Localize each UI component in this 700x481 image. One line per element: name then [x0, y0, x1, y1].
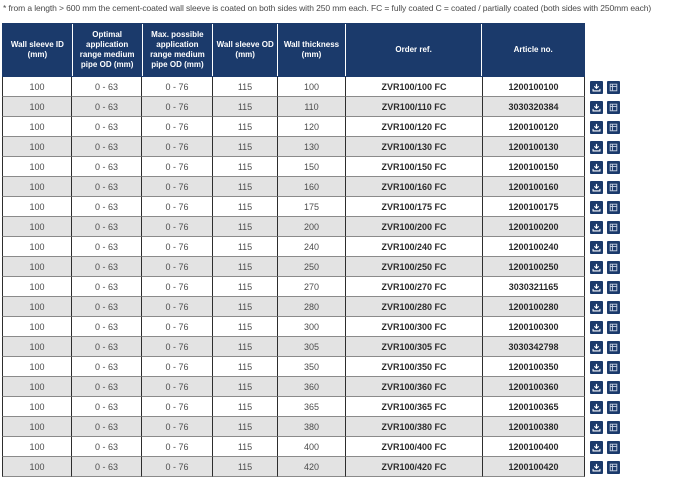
- product-table: [2, 23, 700, 477]
- col-header-wall-sleeve-od: Wall sleeve OD (mm): [213, 24, 278, 76]
- row-actions: [590, 377, 624, 397]
- cell-wall-thickness: 365: [278, 397, 346, 417]
- cell-max-range: 0 - 76: [142, 217, 213, 237]
- cell-max-range: 0 - 76: [142, 417, 213, 437]
- cell-order-ref: ZVR100/305 FC: [346, 337, 483, 357]
- cell-wall-sleeve-id: 100: [2, 257, 72, 277]
- cell-optimal-range: 0 - 63: [72, 137, 142, 157]
- download-icon[interactable]: [590, 361, 603, 374]
- cell-optimal-range: 0 - 63: [72, 277, 142, 297]
- row-actions: [590, 317, 624, 337]
- cell-optimal-range: 0 - 63: [72, 297, 142, 317]
- table-row: [2, 337, 700, 357]
- cell-order-ref: ZVR100/270 FC: [346, 277, 483, 297]
- table-row: [2, 97, 700, 117]
- cell-max-range: 0 - 76: [142, 337, 213, 357]
- table-row: [2, 197, 700, 217]
- download-icon[interactable]: [590, 441, 603, 454]
- cell-wall-thickness: 300: [278, 317, 346, 337]
- table-row: [2, 177, 700, 197]
- cell-max-range: 0 - 76: [142, 157, 213, 177]
- table-row: [2, 237, 700, 257]
- cell-article-no: 1200100400: [483, 437, 585, 457]
- row-actions: [590, 337, 624, 357]
- cell-max-range: 0 - 76: [142, 437, 213, 457]
- cell-order-ref: ZVR100/130 FC: [346, 137, 483, 157]
- cell-wall-thickness: 420: [278, 457, 346, 477]
- cell-wall-sleeve-id: 100: [2, 77, 72, 97]
- cell-order-ref: ZVR100/110 FC: [346, 97, 483, 117]
- cell-wall-sleeve-od: 115: [213, 237, 278, 257]
- cell-wall-sleeve-id: 100: [2, 157, 72, 177]
- cell-wall-thickness: 400: [278, 437, 346, 457]
- table-body: [2, 77, 700, 477]
- cell-article-no: 1200100240: [483, 237, 585, 257]
- row-actions: [590, 437, 624, 457]
- cell-max-range: 0 - 76: [142, 297, 213, 317]
- table-row: [2, 77, 700, 97]
- cell-optimal-range: 0 - 63: [72, 317, 142, 337]
- row-actions: [590, 217, 624, 237]
- cell-optimal-range: 0 - 63: [72, 337, 142, 357]
- cell-max-range: 0 - 76: [142, 197, 213, 217]
- col-header-optimal-range: Optimal application range medium pipe OD (mm): [73, 24, 143, 76]
- col-header-max-range: Max. possible application range medium pipe OD (mm): [143, 24, 214, 76]
- cell-order-ref: ZVR100/250 FC: [346, 257, 483, 277]
- cell-article-no: 1200100150: [483, 157, 585, 177]
- cell-wall-sleeve-od: 115: [213, 77, 278, 97]
- cell-article-no: 1200100200: [483, 217, 585, 237]
- table-icon[interactable]: [607, 401, 620, 414]
- cell-wall-sleeve-id: 100: [2, 117, 72, 137]
- row-actions: [590, 297, 624, 317]
- row-actions: [590, 457, 624, 477]
- cell-article-no: 1200100280: [483, 297, 585, 317]
- cell-optimal-range: 0 - 63: [72, 97, 142, 117]
- cell-wall-sleeve-id: 100: [2, 297, 72, 317]
- download-icon[interactable]: [590, 461, 603, 474]
- table-icon[interactable]: [607, 321, 620, 334]
- table-row: [2, 417, 700, 437]
- cell-max-range: 0 - 76: [142, 357, 213, 377]
- cell-wall-thickness: 250: [278, 257, 346, 277]
- cell-wall-thickness: 380: [278, 417, 346, 437]
- cell-order-ref: ZVR100/380 FC: [346, 417, 483, 437]
- table-icon[interactable]: [607, 461, 620, 474]
- cell-max-range: 0 - 76: [142, 97, 213, 117]
- table-icon[interactable]: [607, 261, 620, 274]
- cell-optimal-range: 0 - 63: [72, 177, 142, 197]
- download-icon[interactable]: [590, 241, 603, 254]
- row-actions: [590, 137, 624, 157]
- table-icon[interactable]: [607, 381, 620, 394]
- cell-wall-sleeve-od: 115: [213, 117, 278, 137]
- cell-wall-thickness: 270: [278, 277, 346, 297]
- cell-max-range: 0 - 76: [142, 317, 213, 337]
- cell-optimal-range: 0 - 63: [72, 257, 142, 277]
- table-icon[interactable]: [607, 141, 620, 154]
- cell-optimal-range: 0 - 63: [72, 217, 142, 237]
- cell-optimal-range: 0 - 63: [72, 377, 142, 397]
- cell-article-no: 1200100250: [483, 257, 585, 277]
- row-actions: [590, 177, 624, 197]
- cell-wall-sleeve-id: 100: [2, 377, 72, 397]
- table-icon[interactable]: [607, 341, 620, 354]
- table-row: [2, 137, 700, 157]
- cell-wall-sleeve-id: 100: [2, 177, 72, 197]
- cell-max-range: 0 - 76: [142, 237, 213, 257]
- cell-optimal-range: 0 - 63: [72, 77, 142, 97]
- cell-wall-thickness: 200: [278, 217, 346, 237]
- table-row: [2, 317, 700, 337]
- table-icon[interactable]: [607, 361, 620, 374]
- cell-wall-sleeve-od: 115: [213, 97, 278, 117]
- row-actions: [590, 397, 624, 417]
- cell-wall-sleeve-od: 115: [213, 197, 278, 217]
- cell-max-range: 0 - 76: [142, 117, 213, 137]
- table-icon[interactable]: [607, 421, 620, 434]
- cell-max-range: 0 - 76: [142, 397, 213, 417]
- cell-article-no: 1200100175: [483, 197, 585, 217]
- cell-article-no: 3030321165: [483, 277, 585, 297]
- cell-max-range: 0 - 76: [142, 137, 213, 157]
- table-row: [2, 257, 700, 277]
- table-row: [2, 377, 700, 397]
- download-icon[interactable]: [590, 401, 603, 414]
- cell-wall-sleeve-id: 100: [2, 197, 72, 217]
- cell-wall-sleeve-id: 100: [2, 137, 72, 157]
- cell-wall-sleeve-od: 115: [213, 337, 278, 357]
- table-row: [2, 437, 700, 457]
- col-header-wall-thickness: Wall thickness (mm): [278, 24, 346, 76]
- download-icon[interactable]: [590, 181, 603, 194]
- table-icon[interactable]: [607, 301, 620, 314]
- download-icon[interactable]: [590, 221, 603, 234]
- cell-max-range: 0 - 76: [142, 277, 213, 297]
- cell-wall-thickness: 305: [278, 337, 346, 357]
- table-icon[interactable]: [607, 241, 620, 254]
- cell-wall-sleeve-od: 115: [213, 397, 278, 417]
- cell-wall-sleeve-id: 100: [2, 277, 72, 297]
- cell-wall-sleeve-id: 100: [2, 397, 72, 417]
- cell-order-ref: ZVR100/300 FC: [346, 317, 483, 337]
- cell-article-no: 3030320384: [483, 97, 585, 117]
- cell-wall-sleeve-id: 100: [2, 417, 72, 437]
- cell-order-ref: ZVR100/150 FC: [346, 157, 483, 177]
- cell-wall-thickness: 150: [278, 157, 346, 177]
- cell-wall-sleeve-od: 115: [213, 257, 278, 277]
- table-row: [2, 457, 700, 477]
- cell-article-no: 1200100420: [483, 457, 585, 477]
- cell-order-ref: ZVR100/240 FC: [346, 237, 483, 257]
- cell-order-ref: ZVR100/160 FC: [346, 177, 483, 197]
- cell-optimal-range: 0 - 63: [72, 457, 142, 477]
- table-row: [2, 277, 700, 297]
- cell-order-ref: ZVR100/350 FC: [346, 357, 483, 377]
- download-icon[interactable]: [590, 161, 603, 174]
- row-actions: [590, 77, 624, 97]
- col-header-order-ref: Order ref.: [346, 24, 483, 76]
- cell-optimal-range: 0 - 63: [72, 237, 142, 257]
- cell-wall-sleeve-id: 100: [2, 357, 72, 377]
- row-actions: [590, 277, 624, 297]
- cell-optimal-range: 0 - 63: [72, 197, 142, 217]
- cell-order-ref: ZVR100/100 FC: [346, 77, 483, 97]
- table-icon[interactable]: [607, 101, 620, 114]
- table-icon[interactable]: [607, 121, 620, 134]
- cell-order-ref: ZVR100/360 FC: [346, 377, 483, 397]
- cell-article-no: 1200100365: [483, 397, 585, 417]
- table-row: [2, 357, 700, 377]
- cell-wall-sleeve-id: 100: [2, 337, 72, 357]
- cell-wall-sleeve-od: 115: [213, 457, 278, 477]
- cell-wall-thickness: 350: [278, 357, 346, 377]
- row-actions: [590, 257, 624, 277]
- cell-wall-sleeve-od: 115: [213, 177, 278, 197]
- cell-optimal-range: 0 - 63: [72, 157, 142, 177]
- cell-order-ref: ZVR100/200 FC: [346, 217, 483, 237]
- table-row: [2, 157, 700, 177]
- cell-wall-thickness: 120: [278, 117, 346, 137]
- cell-wall-sleeve-od: 115: [213, 297, 278, 317]
- cell-article-no: 3030342798: [483, 337, 585, 357]
- cell-wall-thickness: 110: [278, 97, 346, 117]
- cell-article-no: 1200100360: [483, 377, 585, 397]
- cell-wall-sleeve-od: 115: [213, 317, 278, 337]
- table-icon[interactable]: [607, 81, 620, 94]
- cell-wall-sleeve-od: 115: [213, 277, 278, 297]
- cell-max-range: 0 - 76: [142, 377, 213, 397]
- cell-wall-sleeve-od: 115: [213, 357, 278, 377]
- cell-max-range: 0 - 76: [142, 177, 213, 197]
- cell-order-ref: ZVR100/420 FC: [346, 457, 483, 477]
- cell-wall-thickness: 160: [278, 177, 346, 197]
- download-icon[interactable]: [590, 341, 603, 354]
- table-row: [2, 117, 700, 137]
- row-actions: [590, 117, 624, 137]
- table-icon[interactable]: [607, 201, 620, 214]
- cell-wall-sleeve-id: 100: [2, 217, 72, 237]
- row-actions: [590, 197, 624, 217]
- download-icon[interactable]: [590, 141, 603, 154]
- download-icon[interactable]: [590, 421, 603, 434]
- row-actions: [590, 157, 624, 177]
- cell-wall-sleeve-id: 100: [2, 237, 72, 257]
- cell-wall-sleeve-id: 100: [2, 317, 72, 337]
- cell-wall-thickness: 100: [278, 77, 346, 97]
- cell-wall-thickness: 280: [278, 297, 346, 317]
- table-icon[interactable]: [607, 441, 620, 454]
- cell-wall-sleeve-od: 115: [213, 417, 278, 437]
- cell-wall-sleeve-od: 115: [213, 217, 278, 237]
- download-icon[interactable]: [590, 281, 603, 294]
- table-icon[interactable]: [607, 181, 620, 194]
- download-icon[interactable]: [590, 201, 603, 214]
- cell-optimal-range: 0 - 63: [72, 417, 142, 437]
- cell-article-no: 1200100380: [483, 417, 585, 437]
- cell-wall-sleeve-id: 100: [2, 437, 72, 457]
- cell-article-no: 1200100300: [483, 317, 585, 337]
- cell-optimal-range: 0 - 63: [72, 117, 142, 137]
- product-catalog-page: [0, 3, 700, 477]
- cell-wall-sleeve-od: 115: [213, 157, 278, 177]
- download-icon[interactable]: [590, 261, 603, 274]
- cell-order-ref: ZVR100/280 FC: [346, 297, 483, 317]
- col-header-article-no: Article no.: [513, 45, 553, 54]
- cell-wall-thickness: 175: [278, 197, 346, 217]
- cell-order-ref: ZVR100/400 FC: [346, 437, 483, 457]
- cell-optimal-range: 0 - 63: [72, 437, 142, 457]
- download-icon[interactable]: [590, 301, 603, 314]
- table-row: [2, 217, 700, 237]
- cell-wall-thickness: 240: [278, 237, 346, 257]
- download-icon[interactable]: [590, 121, 603, 134]
- cell-wall-sleeve-od: 115: [213, 137, 278, 157]
- cell-article-no: 1200100130: [483, 137, 585, 157]
- row-actions: [590, 237, 624, 257]
- cell-article-no: 1200100120: [483, 117, 585, 137]
- cell-optimal-range: 0 - 63: [72, 397, 142, 417]
- table-row: [2, 297, 700, 317]
- row-actions: [590, 97, 624, 117]
- cell-order-ref: ZVR100/120 FC: [346, 117, 483, 137]
- col-header-wall-sleeve-id: Wall sleeve ID (mm): [3, 24, 73, 76]
- cell-order-ref: ZVR100/365 FC: [346, 397, 483, 417]
- cell-wall-sleeve-od: 115: [213, 437, 278, 457]
- download-icon[interactable]: [590, 101, 603, 114]
- row-actions: [590, 417, 624, 437]
- row-actions: [590, 357, 624, 377]
- download-icon[interactable]: [590, 81, 603, 94]
- cell-max-range: 0 - 76: [142, 457, 213, 477]
- table-header-row: [2, 23, 585, 77]
- table-icon[interactable]: [607, 161, 620, 174]
- table-row: [2, 397, 700, 417]
- cell-wall-sleeve-id: 100: [2, 97, 72, 117]
- cell-optimal-range: 0 - 63: [72, 357, 142, 377]
- cell-max-range: 0 - 76: [142, 77, 213, 97]
- cell-article-no: 1200100100: [483, 77, 585, 97]
- download-icon[interactable]: [590, 381, 603, 394]
- cell-article-no: 1200100160: [483, 177, 585, 197]
- download-icon[interactable]: [590, 321, 603, 334]
- footnote: * from a length > 600 mm the cement-coated wall sleeve is coated on both sides with 250 mm each. FC = fully coated C = coated / partially coated (both sides with 250mm each): [3, 3, 652, 13]
- cell-wall-sleeve-id: 100: [2, 457, 72, 477]
- cell-wall-thickness: 360: [278, 377, 346, 397]
- cell-wall-thickness: 130: [278, 137, 346, 157]
- table-icon[interactable]: [607, 281, 620, 294]
- table-icon[interactable]: [607, 221, 620, 234]
- cell-wall-sleeve-od: 115: [213, 377, 278, 397]
- cell-article-no: 1200100350: [483, 357, 585, 377]
- cell-max-range: 0 - 76: [142, 257, 213, 277]
- cell-order-ref: ZVR100/175 FC: [346, 197, 483, 217]
